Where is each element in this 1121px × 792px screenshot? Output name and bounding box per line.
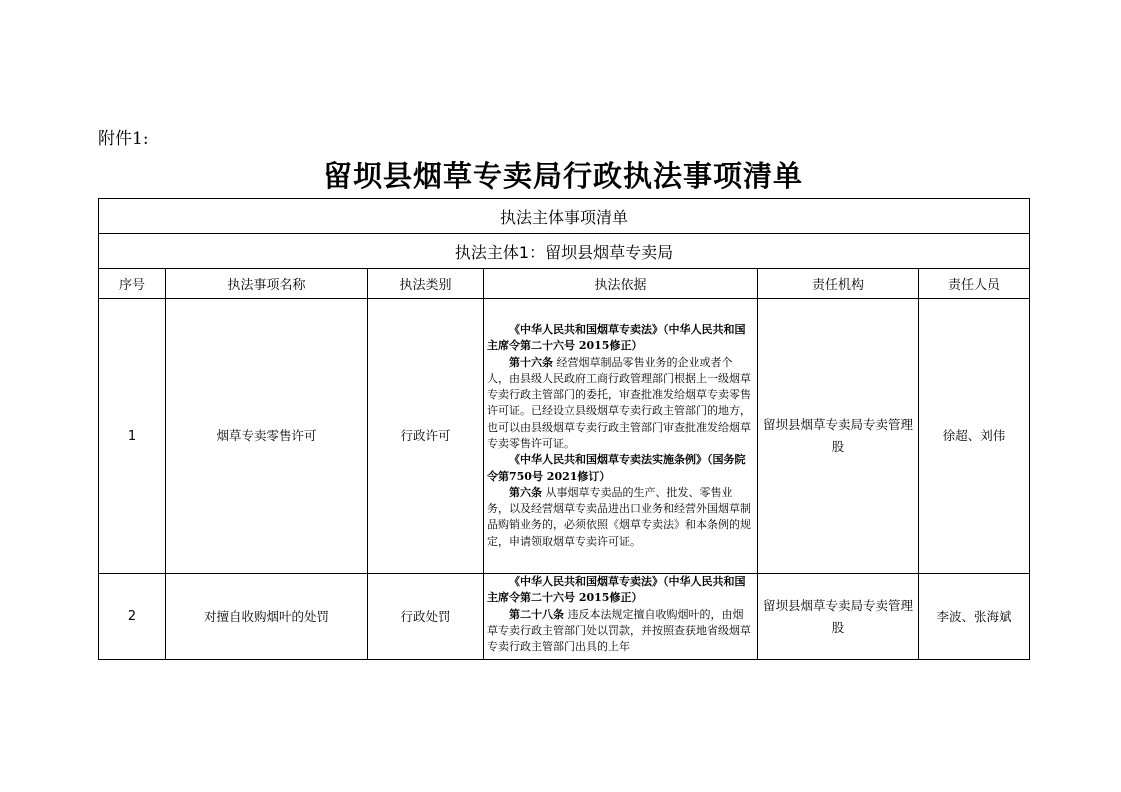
document-title: 留坝县烟草专卖局行政执法事项清单	[322, 159, 803, 193]
article-number: 第六条	[509, 485, 542, 499]
header-person: 责任人员	[919, 269, 1030, 299]
article-number: 第十六条	[509, 355, 553, 369]
basis-clip	[487, 574, 754, 659]
header-basis: 执法依据	[484, 269, 758, 299]
row-seq: 2	[99, 574, 166, 660]
header-category: 执法类别	[368, 269, 484, 299]
article-text: 违反本法规定擅自收购烟叶的，由烟草专卖行政主管部门处以罚款，并按照查获地省级烟草专卖行政主管部门出具的上年	[487, 607, 751, 654]
row-org: 留坝县烟草专卖局专卖管理股	[758, 299, 919, 574]
table-row	[99, 574, 1030, 660]
row-basis	[484, 574, 758, 660]
law-article-paragraph	[487, 607, 754, 656]
header-item-name: 执法事项名称	[166, 269, 368, 299]
row-category: 行政处罚	[368, 574, 484, 660]
row-person: 李波、张海斌	[919, 574, 1030, 660]
section-title: 执法主体事项清单	[99, 199, 1030, 234]
article-number: 第二十八条	[509, 607, 564, 621]
article-text: 从事烟草专卖品的生产、批发、零售业务，以及经营烟草专卖品进出口业务和经营外国烟草制品购销业务的，必须依照《烟草专卖法》和本条例的规定，申请领取烟草专卖许可证。	[487, 485, 751, 548]
article-text: 经营烟草制品零售业务的企业或者个人，由县级人民政府工商行政管理部门根据上一级烟草专卖行政主管部门的委托，审查批准发给烟草专卖零售许可证。已经设立县级烟草专卖行政主管部门的地方，也可以由县级烟草专卖行政主管部门审查批准发给烟草专卖零售许可证。	[487, 355, 751, 450]
row-item-name: 烟草专卖零售许可	[166, 299, 368, 574]
law-article-paragraph	[487, 355, 754, 453]
row-person: 徐超、刘伟	[919, 299, 1030, 574]
row-basis	[484, 299, 758, 574]
table-header-row	[99, 269, 1030, 299]
law-title: 《中华人民共和国烟草专卖法实施条例》（国务院令第750号 2021修订）	[487, 453, 746, 483]
table-row	[99, 299, 1030, 574]
row-seq: 1	[99, 299, 166, 574]
row-item-name: 对擅自收购烟叶的处罚	[166, 574, 368, 660]
law-title: 《中华人民共和国烟草专卖法》（中华人民共和国主席令第二十六号 2015修正）	[487, 575, 746, 605]
annex-label: 附件1:	[98, 129, 149, 149]
row-category: 行政许可	[368, 299, 484, 574]
row-org: 留坝县烟草专卖局专卖管理股	[758, 574, 919, 660]
enforcement-items-table	[98, 198, 1030, 660]
header-seq: 序号	[99, 269, 166, 299]
header-org: 责任机构	[758, 269, 919, 299]
law-title: 《中华人民共和国烟草专卖法》（中华人民共和国主席令第二十六号 2015修正）	[487, 322, 746, 353]
subject-title: 执法主体1：留坝县烟草专卖局	[99, 234, 1030, 269]
law-article-paragraph	[487, 485, 754, 550]
